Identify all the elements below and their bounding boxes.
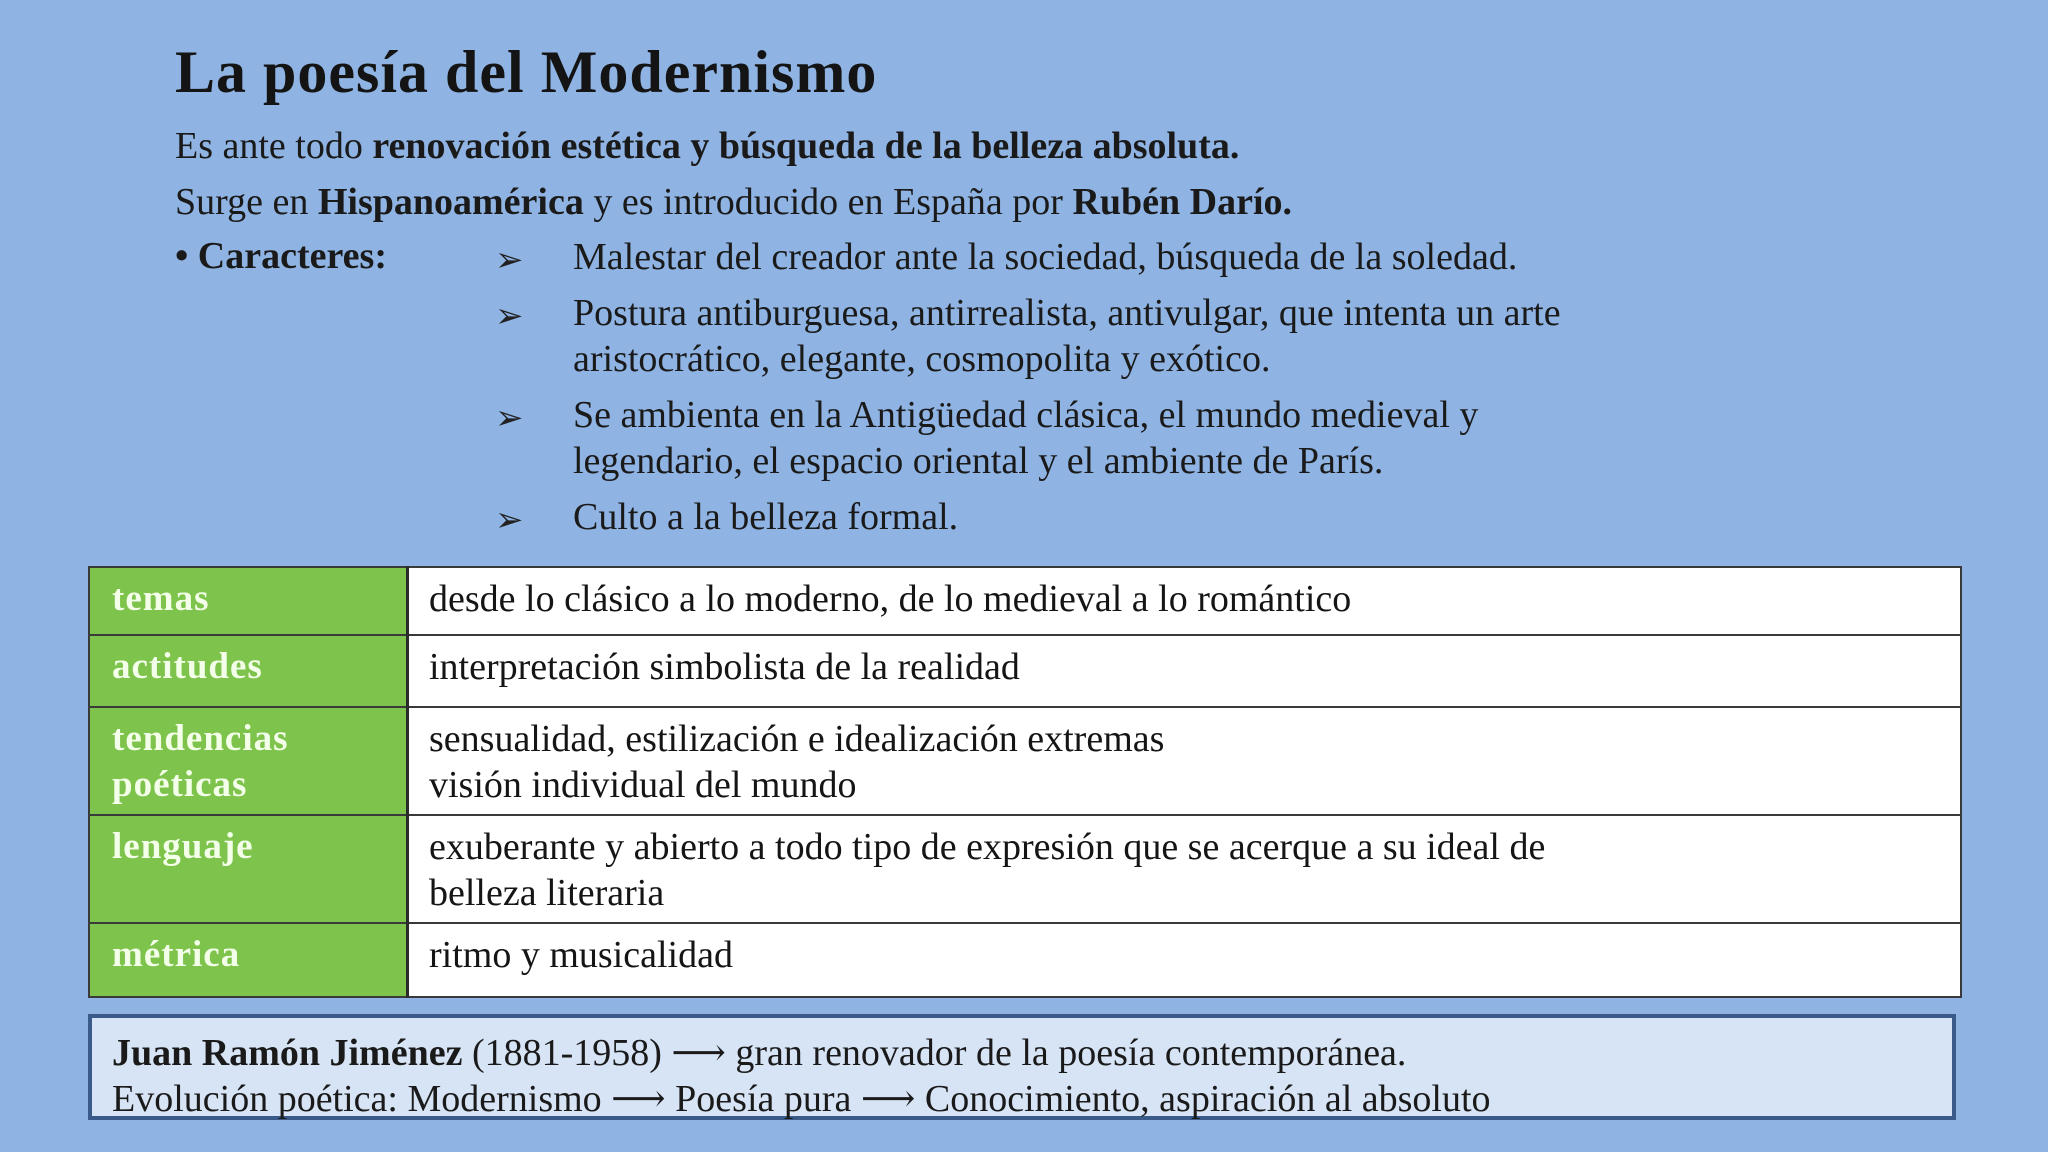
features-table [88, 566, 1962, 998]
intro-line-2 [175, 180, 1292, 224]
row-value: ritmo y musicalidad [408, 923, 1962, 997]
caracter-item-2a: Postura antiburguesa, antirrealista, antivulgar, que intenta un arte [573, 292, 1561, 334]
jr-line-1-rest: (1881-1958) ⟶ gran renovador de la poesía contemporánea. [462, 1032, 1407, 1074]
caracter-item-4: Culto a la belleza formal. [573, 496, 959, 538]
table-row [89, 815, 1961, 923]
jr-line-1 [112, 1030, 1952, 1076]
caracter-item-2b: aristocrático, elegante, cosmopolita y exótico. [573, 338, 1271, 380]
intro-line-2-bold-2: Rubén Darío. [1072, 181, 1293, 223]
table-row [89, 567, 1961, 635]
row-value-line-1: exuberante y abierto a todo tipo de expresión que se acerque a su ideal de [429, 826, 1546, 868]
row-value [408, 815, 1962, 923]
jr-name: Juan Ramón Jiménez [112, 1032, 463, 1074]
row-key: tendencias poéticas [89, 707, 408, 815]
row-value: interpretación simbolista de la realidad [408, 635, 1962, 707]
caracter-item-1: Malestar del creador ante la sociedad, búsqueda de la soledad. [573, 236, 1518, 278]
table-row [89, 635, 1961, 707]
arrow-bullet-icon: ➢ [495, 502, 524, 539]
arrow-bullet-icon: ➢ [495, 298, 524, 335]
intro-line-2-b: y es introducido en España por [583, 181, 1073, 223]
row-key: temas [89, 567, 408, 635]
arrow-bullet-icon: ➢ [495, 400, 524, 437]
row-value-line-1: sensualidad, estilización e idealización extremas [429, 718, 1165, 760]
caracter-item-3b: legendario, el espacio oriental y el ambiente de París. [573, 440, 1384, 482]
caracteres-label: • Caracteres: [175, 235, 387, 277]
intro-line-2-a: Surge en [175, 181, 318, 223]
slide-title: La poesía del Modernismo [175, 39, 878, 105]
intro-line-1-bold: renovación estética y búsqueda de la belleza absoluta. [372, 125, 1240, 167]
intro-line-2-bold-1: Hispanoamérica [317, 181, 584, 223]
table-row [89, 707, 1961, 815]
table-row [89, 923, 1961, 997]
jr-line-2: Evolución poética: Modernismo ⟶ Poesía pura ⟶ Conocimiento, aspiración al absoluto [112, 1078, 1491, 1120]
juan-ramon-box [88, 1014, 1956, 1120]
arrow-bullet-icon: ➢ [495, 242, 524, 279]
row-value [408, 707, 1962, 815]
row-value: desde lo clásico a lo moderno, de lo medieval a lo romántico [408, 567, 1962, 635]
row-key: actitudes [89, 635, 408, 707]
row-key: métrica [89, 923, 408, 997]
caracter-item-3a: Se ambienta en la Antigüedad clásica, el mundo medieval y [573, 394, 1479, 436]
intro-line-1 [175, 124, 1239, 168]
row-value-line-2: visión individual del mundo [429, 764, 857, 806]
intro-line-1-plain: Es ante todo [175, 125, 373, 167]
row-value-line-2: belleza literaria [429, 872, 665, 914]
row-key: lenguaje [89, 815, 408, 923]
